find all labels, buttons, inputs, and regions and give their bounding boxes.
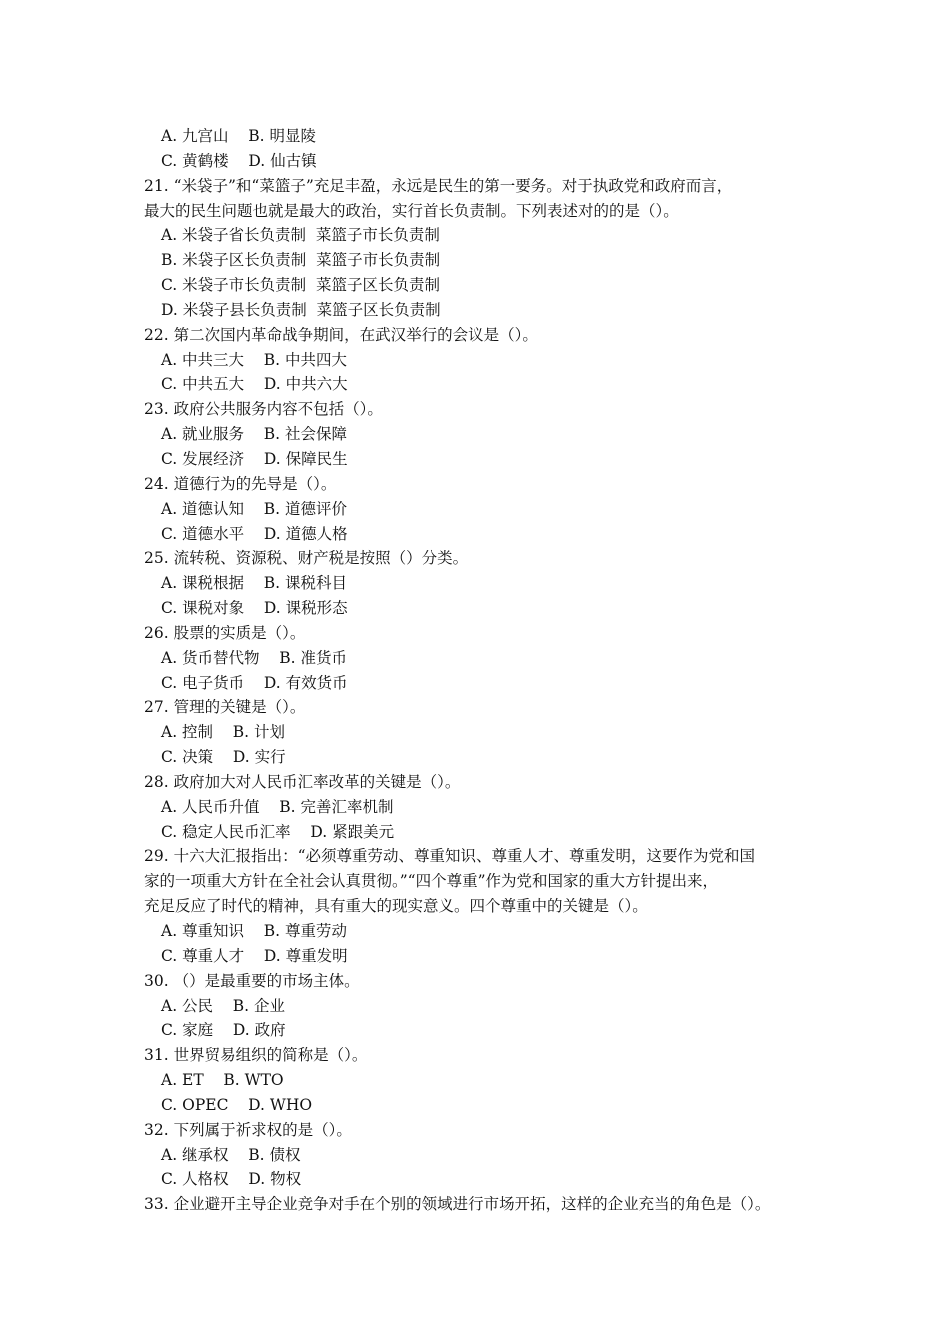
answer-options-line: C. 稳定人民币汇率 D. 紧跟美元: [161, 822, 395, 841]
answer-options-line: C. 电子货币 D. 有效货币: [161, 673, 348, 692]
question-text-line: 26. 股票的实质是（）。: [144, 623, 306, 642]
question-text-line: 最大的民生问题也就是最大的政治，实行首长负责制。下列表述对的的是（）。: [144, 201, 679, 220]
answer-options-line: C. 发展经济 D. 保障民生: [161, 449, 348, 468]
question-list: [144, 124, 834, 1217]
answer-options-line: A. 课税根据 B. 课税科目: [161, 574, 348, 593]
answer-options-line: A. 控制 B. 计划: [161, 723, 286, 742]
question-text-line: 31. 世界贸易组织的简称是（）。: [144, 1046, 368, 1065]
answer-options-line: C. OPEC D. WHO: [161, 1095, 313, 1114]
question-text-line: 21. “米袋子”和“菜篮子”充足丰盈，永远是民生的第一要务。对于执政党和政府而言，: [144, 176, 733, 195]
answer-options-line: A. 道德认知 B. 道德评价: [161, 499, 348, 518]
question-text-line: 30. （）是最重要的市场主体。: [144, 971, 360, 990]
answer-options-line: C. 米袋子市长负责制 菜篮子区长负责制: [161, 276, 441, 295]
answer-options-line: A. 继承权 B. 债权: [161, 1145, 301, 1164]
answer-options-line: C. 道德水平 D. 道德人格: [161, 524, 348, 543]
question-text-line: 23. 政府公共服务内容不包括（）。: [144, 400, 383, 419]
answer-options-line: A. 尊重知识 B. 尊重劳动: [161, 922, 348, 940]
question-text-line: 28. 政府加大对人民币汇率改革的关键是（）。: [144, 772, 461, 791]
answer-options-line: C. 家庭 D. 政府: [161, 1021, 286, 1040]
question-text-line: 29. 十六大汇报指出：“必须尊重劳动、尊重知识、尊重人才、尊重发明，这要作为党和国: [144, 847, 756, 866]
answer-options-line: B. 米袋子区长负责制 菜篮子市长负责制: [161, 251, 441, 270]
question-text-line: 家的一项重大方针在全社会认真贯彻。”“四个尊重”作为党和国家的重大方针提出来，: [144, 872, 719, 891]
answer-options-line: A. 货币替代物 B. 准货币: [161, 648, 348, 667]
answer-options-line: C. 课税对象 D. 课税形态: [161, 599, 348, 618]
question-text-line: 32. 下列属于祈求权的是（）。: [144, 1120, 352, 1139]
question-text-line: 25. 流转税、资源税、财产税是按照（）分类。: [144, 549, 469, 568]
answer-options-line: C. 尊重人才 D. 尊重发明: [161, 946, 348, 965]
answer-options-line: C. 黄鹤楼 D. 仙古镇: [161, 151, 317, 170]
answer-options-line: A. 米袋子省长负责制 菜篮子市长负责制: [161, 226, 440, 245]
answer-options-line: C. 中共五大 D. 中共六大: [161, 375, 348, 394]
question-text-line: 27. 管理的关键是（）。: [144, 698, 306, 717]
answer-options-line: C. 人格权 D. 物权: [161, 1170, 302, 1189]
answer-options-line: A. 人民币升值 B. 完善汇率机制: [161, 797, 394, 816]
answer-options-line: A. 就业服务 B. 社会保障: [161, 425, 348, 444]
answer-options-line: A. 九宫山 B. 明显陵: [161, 127, 317, 145]
question-text-line: 22. 第二次国内革命战争期间，在武汉举行的会议是（）。: [144, 325, 538, 344]
question-text-line: 33. 企业避开主导企业竞争对手在个别的领域进行市场开拓，这样的企业充当的角色是（）。: [144, 1195, 771, 1214]
question-text-line: 24. 道德行为的先导是（）。: [144, 474, 337, 493]
question-text-line: 充足反应了时代的精神，具有重大的现实意义。四个尊重中的关键是（）。: [144, 897, 648, 916]
answer-options-line: D. 米袋子县长负责制 菜篮子区长负责制: [161, 300, 441, 319]
answer-options-line: A. ET B. WTO: [161, 1071, 284, 1090]
answer-options-line: A. 中共三大 B. 中共四大: [161, 350, 348, 369]
answer-options-line: A. 公民 B. 企业: [161, 996, 286, 1015]
answer-options-line: C. 决策 D. 实行: [161, 748, 286, 767]
